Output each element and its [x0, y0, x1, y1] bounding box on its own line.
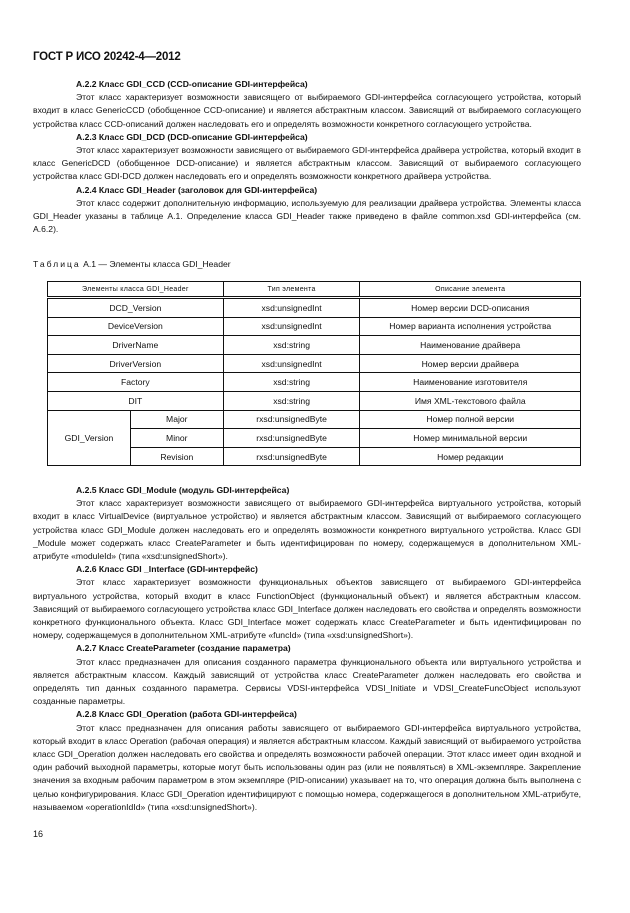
section-text-a23: Этот класс характеризует возможности зависящего от выбираемого GDI-интерфейса драйвера устройства, который входит в класс GenericDCD (обобщенное DCD-описание) и является абстрактным классом. Зависящий от выбираемого согласующего устройства класс GDI-DCD должен наследовать его и определять возможности конкретного драйвера устройства. [33, 145, 581, 182]
cell-desc: Номер версии драйвера [360, 354, 581, 373]
cell-type: xsd:unsignedInt [223, 317, 360, 336]
section-text-a22: Этот класс характеризует возможности зависящего от выбираемого GDI-интерфейса согласующего устройства, который входит в класс GenericCCD (обобщенное CCD-описание) и является абстрактным классом. Зависящий от выбираемого согласующего устройства класс CCD-описаний должен наследовать его и определять возможности конкретного согласующего устройства. [33, 92, 581, 129]
section-heading-a26: А.2.6 Класс GDI _Interface (GDI-интерфейс) [76, 564, 258, 575]
cell-type: rxsd:unsignedByte [223, 447, 360, 466]
cell-desc: Номер версии DCD-описания [360, 298, 581, 318]
sections-bottom [33, 484, 581, 814]
table-caption [33, 259, 231, 269]
table-row [48, 298, 581, 318]
table-header-row [48, 282, 581, 298]
cell-type: xsd:unsignedInt [223, 354, 360, 373]
cell-desc: Номер полной версии [360, 410, 581, 429]
section-text-a27: Этот класс предназначен для описания созданного параметра функционального объекта или виртуального устройства и является абстрактным классом. Каждый зависящий от устройства класс CreateParameter должен наследовать его свойства и определять тип данных созданного параметра. Сервисы VDSI-интерфейса VDSI_Initiate и VDSI_CreateFuncObject используют созданные параметры. [33, 656, 581, 707]
table-caption-text: А.1 — Элементы класса GDI_Header [83, 259, 231, 269]
cell-group-name: GDI_Version [48, 410, 131, 466]
cell-name: DIT [48, 391, 224, 410]
section-heading-a22: А.2.2 Класс GDI_CCD (CCD-описание GDI-интерфейса) [76, 79, 308, 89]
section-text-a24: Этот класс содержит дополнительную информацию, используемую для реализации драйвера устройства. Элементы класса GDI_Header указаны в таблице А.1. Определение класса GDI_Header также приведено в файле common.xsd GDI-интерфейса (см. А.6.2). [33, 197, 581, 235]
cell-name: DCD_Version [48, 298, 224, 318]
page-number: 16 [33, 829, 44, 839]
table-row [48, 391, 581, 410]
cell-sub-name: Minor [130, 429, 223, 448]
cell-name: Factory [48, 373, 224, 392]
document-id-header: ГОСТ Р ИСО 20242-4—2012 [33, 51, 181, 63]
cell-type: xsd:unsignedInt [223, 298, 360, 318]
cell-type: xsd:string [223, 391, 360, 410]
cell-name: DeviceVersion [48, 317, 224, 336]
section-text-a26: Этот класс характеризует возможности функциональных объектов зависящего от выбираемого GDI-интерфейса виртуального устройства, который входит в класс FunctionObject (функциональный объект) и является абстрактным классом. Зависящий от выбираемого согласующего устройства класс GDI_Interface должен наследовать его свойства и определять возможности конкретного функционального объекта. Класс GDI_Interface может содержать класс CreateParameter и быть идентифицирован по номеру, содержащемуся в дополнительном XML-атрибуте «funcId» (типа «xsd:unsignedShort»). [33, 577, 581, 641]
col-header-elements: Элементы класса GDI_Header [48, 282, 224, 298]
table-row [48, 373, 581, 392]
cell-desc: Наименование драйвера [360, 336, 581, 355]
cell-type: xsd:string [223, 373, 360, 392]
cell-name: DriverVersion [48, 354, 224, 373]
section-heading-a24: А.2.4 Класс GDI_Header (заголовок для GDI-интерфейса) [76, 184, 318, 195]
section-heading-a23: А.2.3 Класс GDI_DCD (DCD-описание GDI-интерфейса) [76, 131, 308, 142]
section-text-a25: Этот класс характеризует возможности зависящего от выбираемого GDI-интерфейса виртуального устройства, который входит в класс VirtualDevice (виртуальное устройство) и является абстрактным классом. Зависящий от выбираемого согласующего устройства класс GDI_Module должен наследовать его и определять возможности конкретного виртуального устройства. Класс GDI _Module может содержать класс CreateParameter и быть идентифицирован по номеру, содержащемуся в дополнительном XML-атрибуте «moduleId» (типа «xsd:unsignedShort»). [33, 498, 581, 562]
section-heading-a27: А.2.7 Класс CreateParameter (создание параметра) [76, 643, 291, 654]
cell-sub-name: Revision [130, 447, 223, 466]
cell-type: rxsd:unsignedByte [223, 410, 360, 429]
cell-desc: Имя XML-текстового файла [360, 391, 581, 410]
section-heading-a25: А.2.5 Класс GDI_Module (модуль GDI-интерфейса) [76, 485, 290, 495]
section-text-a28: Этот класс предназначен для описания работы зависящего от выбираемого GDI-интерфейса виртуального устройства, который входит в класс Operation (рабочая операция) и является абстрактным классом. Каждый зависящий от выбираемого устройства класс GDI_Operation должен наследовать его свойства и определять возможности рабочей операции. Этот класс имеет один входной и один рабочий выходной параметры, которые могут быть использованы один раз (или не появляться) в XML-экземпляре. Закрепление значения за входным рабочим параметром в этом экземпляре (PID-описании) указывает на то, что операция должна быть выполнена с целью конфигурирования. Класс GDI_Operation идентифицируют с помощью номера, содержащегося в дополнительном XML-атрибуте, называемом «operationIdId» (типа «xsd:unsignedShort»). [33, 722, 581, 812]
col-header-type: Тип элемента [223, 282, 360, 298]
cell-desc: Номер минимальной версии [360, 429, 581, 448]
table-row [48, 410, 581, 429]
cell-desc: Номер редакции [360, 447, 581, 466]
col-header-description: Описание элемента [360, 282, 581, 298]
table-row [48, 336, 581, 355]
cell-sub-name: Major [130, 410, 223, 429]
cell-desc: Наименование изготовителя [360, 373, 581, 392]
cell-desc: Номер варианта исполнения устройства [360, 317, 581, 336]
section-heading-a28: А.2.8 Класс GDI_Operation (работа GDI-интерфейса) [76, 709, 297, 720]
table-row [48, 354, 581, 373]
table-caption-prefix: Таблица [33, 259, 81, 269]
cell-type: rxsd:unsignedByte [223, 429, 360, 448]
sections-top [33, 78, 581, 236]
cell-type: xsd:string [223, 336, 360, 355]
cell-name: DriverName [48, 336, 224, 355]
gdi-header-table [47, 281, 581, 466]
table-row [48, 317, 581, 336]
